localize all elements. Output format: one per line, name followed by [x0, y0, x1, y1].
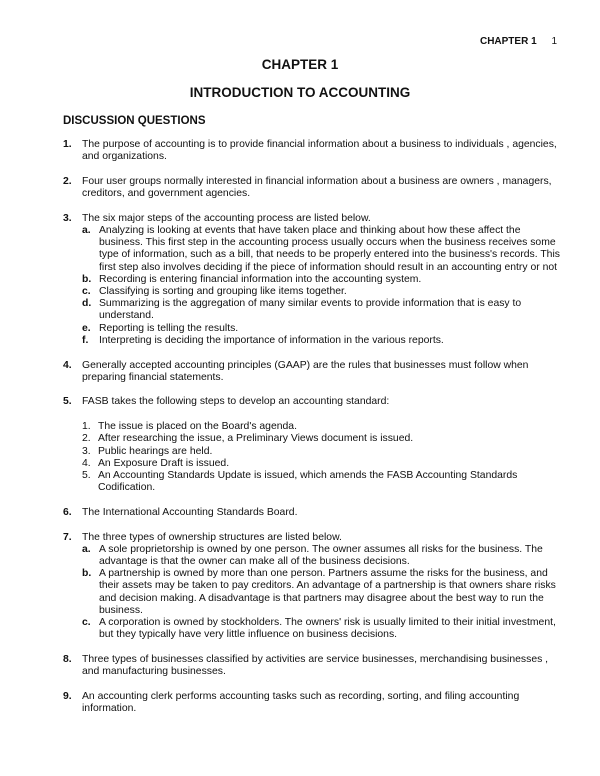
- chapter-title: CHAPTER 1: [261, 57, 339, 72]
- list-item: [82, 286, 563, 298]
- item-letter: d.: [82, 298, 92, 310]
- step-text: An Exposure Draft is issued.: [98, 457, 230, 469]
- list-item: [82, 225, 563, 274]
- question-7: [63, 532, 563, 642]
- list-item: [82, 568, 563, 617]
- item-text: A sole proprietorship is owned by one person. The owner assumes all risks for the business. The advantage is that the owner can make all of the business decisions.: [99, 543, 543, 567]
- step-text: After researching the issue, a Preliminary Views document is issued.: [98, 433, 414, 445]
- section-heading: DISCUSSION QUESTIONS: [63, 115, 206, 127]
- question-2: [63, 176, 563, 200]
- question-number: 1.: [63, 139, 72, 150]
- question-4: [63, 360, 563, 384]
- question-1: [63, 139, 563, 163]
- question-9: [63, 691, 563, 715]
- step-number: 5.: [82, 469, 91, 481]
- item-text: Recording is entering financial information into the accounting system.: [99, 273, 422, 285]
- question-number: 4.: [63, 359, 72, 371]
- item-letter: c.: [82, 617, 91, 628]
- list-item: [82, 433, 563, 445]
- item-letter: b.: [82, 568, 92, 580]
- step-number: 4.: [82, 457, 91, 469]
- question-intro: The six major steps of the accounting process are listed below.: [82, 212, 371, 224]
- question-3: [63, 213, 563, 347]
- question-text: Four user groups normally interested in financial information about a business are owners , managers, creditors, and government agencies.: [82, 175, 552, 200]
- question-text: Generally accepted accounting principles (GAAP) are the rules that businesses must follow when preparing financial statements.: [82, 359, 529, 383]
- question-text: The purpose of accounting is to provide financial information about a business to individuals , agencies, and organizations.: [82, 139, 557, 163]
- list-item: [82, 617, 563, 641]
- list-item: [82, 544, 563, 568]
- running-header-label: CHAPTER 1: [479, 36, 537, 47]
- list-item: [82, 274, 563, 286]
- question-text: Three types of businesses classified by activities are service businesses, merchandising businesses , and manufacturing businesses.: [82, 653, 549, 678]
- step-number: 2.: [82, 433, 91, 445]
- item-text: Classifying is sorting and grouping like items together.: [99, 286, 347, 298]
- question-intro: FASB takes the following steps to develop an accounting standard:: [82, 396, 390, 408]
- list-item: [82, 470, 563, 494]
- question-number: 7.: [63, 531, 72, 543]
- item-text: A partnership is owned by more than one person. Partners assume the risks for the business, and their assets may be taken to pay creditors. An advantage of a partnership is that owners share risks and decision making. A disadvantage is that partners may disagree about the best way to run the business.: [99, 568, 556, 616]
- question-text: The International Accounting Standards Board.: [82, 506, 298, 518]
- step-text: Public hearings are held.: [98, 445, 213, 457]
- item-letter: b.: [82, 273, 92, 285]
- running-header: [480, 36, 557, 48]
- question-intro: The three types of ownership structures are listed below.: [82, 531, 342, 543]
- chapter-subtitle: INTRODUCTION TO ACCOUNTING: [189, 85, 411, 100]
- list-item: [82, 335, 563, 347]
- page-number: 1: [551, 36, 557, 47]
- list-item: [82, 323, 563, 335]
- item-letter: a.: [82, 225, 91, 237]
- question-number: 5.: [63, 396, 72, 408]
- question-6: [63, 507, 563, 519]
- item-text: Summarizing is the aggregation of many similar events to provide information that is easy to understand.: [99, 298, 522, 322]
- question-number: 9.: [63, 690, 72, 702]
- step-number: 1.: [82, 421, 91, 433]
- list-item: [82, 298, 563, 322]
- item-text: A corporation is owned by stockholders. The owners' risk is usually limited to their initial investment, but they typically have very little influence on business decisions.: [99, 617, 556, 641]
- list-item: [82, 458, 563, 470]
- question-5: [63, 396, 563, 494]
- item-letter: e.: [82, 322, 91, 334]
- question-number: 2.: [63, 175, 72, 187]
- item-text: Interpreting is deciding the importance of information in the various reports.: [99, 334, 444, 346]
- item-text: Analyzing is looking at events that have taken place and thinking about how these affect the business. This first step in the accounting process usually occurs when the business receives some type of information, such as a bill, that needs to be properly entered into the business's records. This first step also involves deciding if the piece of information should result in an accounting entry or not: [99, 225, 560, 273]
- step-text: An Accounting Standards Update is issued, which amends the FASB Accounting Standards Codification.: [98, 469, 518, 494]
- step-text: The issue is placed on the Board's agenda.: [98, 421, 297, 433]
- item-letter: f.: [82, 334, 89, 346]
- item-letter: a.: [82, 543, 91, 555]
- item-letter: c.: [82, 286, 91, 298]
- question-number: 8.: [63, 653, 72, 665]
- list-item: [82, 446, 563, 458]
- question-number: 3.: [63, 212, 72, 224]
- question-number: 6.: [63, 506, 72, 518]
- list-item: [82, 421, 563, 433]
- questions-list: [63, 139, 563, 728]
- question-8: [63, 654, 563, 678]
- step-number: 3.: [82, 445, 91, 457]
- item-text: Reporting is telling the results.: [99, 322, 239, 334]
- question-text: An accounting clerk performs accounting tasks such as recording, sorting, and filing accounting information.: [82, 690, 520, 715]
